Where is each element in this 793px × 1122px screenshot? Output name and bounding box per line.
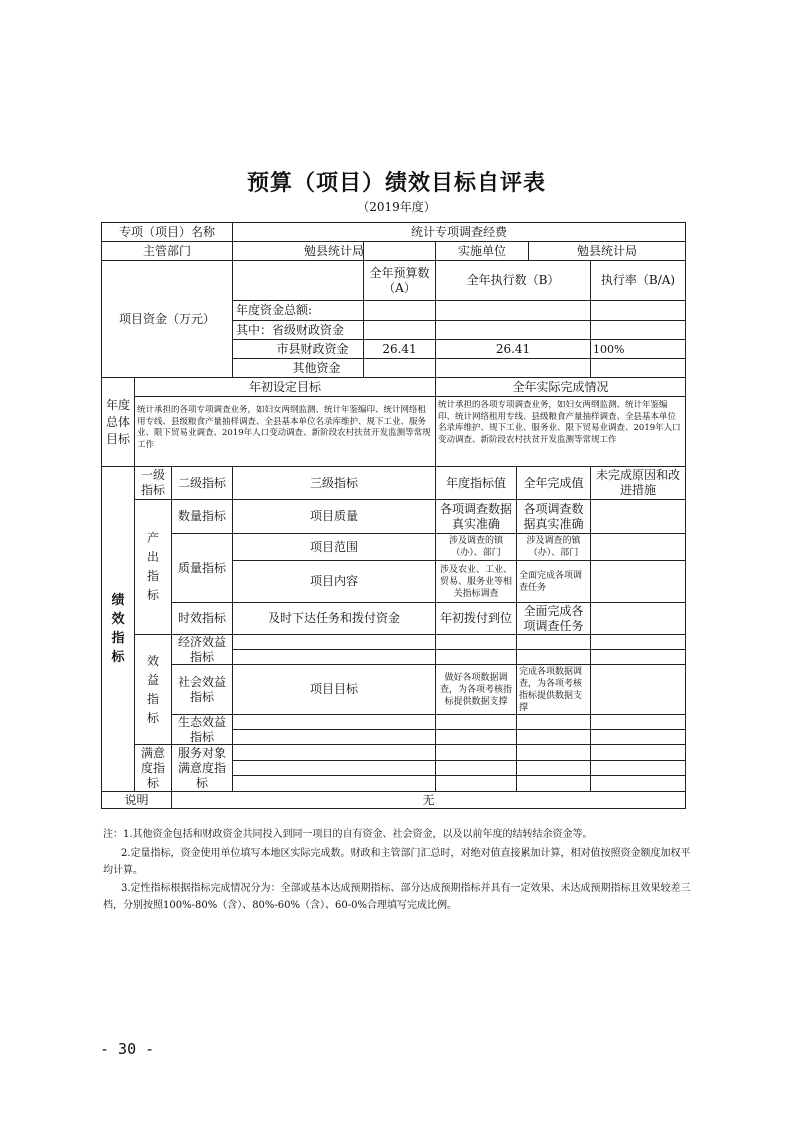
quality-indicator: 质量指标 — [177, 560, 226, 575]
r1-target: 各项调查数据真实准确 — [439, 501, 512, 531]
page-title: 预算（项目）绩效目标自评表 — [246, 171, 546, 196]
remark-label: 说明 — [124, 792, 149, 807]
city-budget: 26.41 — [382, 341, 417, 356]
goals-label: 年度总体目标 — [105, 397, 130, 446]
r2-actual: 涉及调查的镇（办）、部门 — [526, 536, 581, 558]
note-1: 注：1.其他资金包括和财政资金共同投入到同一项目的自有资金、社会资金，以及以前年度的结转结余资金等。 — [103, 829, 593, 840]
r3-level3: 项目内容 — [309, 574, 358, 588]
impl-value: 勉县统计局 — [576, 243, 637, 258]
impl-label: 实施单位 — [457, 243, 506, 258]
r4-actual: 全面完成各项调查任务 — [523, 603, 584, 633]
header-level1: 一级指标 — [141, 468, 166, 497]
r1-level3: 项目质量 — [309, 509, 358, 523]
social-level3: 项目目标 — [309, 682, 358, 696]
goals-initial-header: 年初设定目标 — [248, 379, 321, 394]
social-indicator: 社会效益指标 — [177, 674, 226, 704]
header-level2: 二级指标 — [177, 475, 226, 490]
effect-indicator-label: 效益指标 — [146, 653, 159, 725]
r1-actual: 各项调查数据真实准确 — [523, 501, 584, 531]
r3-target: 涉及农业、工业、贸易、服务业等相关指标调查 — [439, 564, 512, 599]
col-rate: 执行率（B/A) — [600, 273, 676, 287]
r4-level3: 及时下达任务和拨付资金 — [267, 611, 400, 625]
remark-value: 无 — [422, 792, 435, 807]
social-actual: 完成各项数据调查，为各项考核指标提供数据支撑 — [519, 666, 583, 713]
project-name-value: 统计专项调查经费 — [410, 224, 507, 239]
row-city-funds: 市县财政资金 — [276, 341, 349, 356]
col-budget: 全年预算数（A） — [369, 265, 430, 295]
col-exec: 全年执行数（B） — [466, 273, 560, 287]
fiscal-year: （2019年度） — [357, 200, 436, 214]
row-other-funds: 其他资金 — [292, 360, 341, 375]
quantity-indicator: 数量指标 — [177, 509, 226, 523]
header-reason: 未完成原因和改进措施 — [595, 468, 680, 497]
r2-target: 涉及调查的镇（办）、部门 — [448, 536, 503, 558]
note-2: 2.定量指标，资金使用单位填写本地区实际完成数。财政和主管部门汇总时，对绝对值直接累加计算，相对值按照资金额度加权平均计算。 — [103, 848, 691, 876]
r4-target: 年初拨付到位 — [439, 611, 512, 625]
r2-level3: 项目范围 — [309, 539, 358, 554]
header-level3: 三级指标 — [309, 475, 358, 490]
ecological-indicator: 生态效益指标 — [177, 715, 226, 744]
indicators-label: 绩效指标 — [111, 593, 125, 665]
goals-actual-text: 统计承担的各项专项调查业务，如妇女两纲监测、统计年鉴编印、统计网络租用专线、县级粮食产量抽样调查、全县基本单位名录库维护、规下工业、服务业、限下贸易业调查、2019年人口变动调查、新阶段农村扶贫开发监测等常规工作 — [438, 400, 681, 445]
city-exec: 26.41 — [495, 341, 531, 356]
header-target: 年度指标值 — [445, 475, 506, 490]
project-name-label: 专项（项目）名称 — [118, 224, 215, 239]
r3-actual: 全面完成各项调查任务 — [519, 570, 583, 593]
economic-indicator: 经济效益指标 — [177, 635, 226, 664]
goals-initial-text: 统计承担的各项专项调查业务，如妇女两纲监测、统计年鉴编印、统计网络租用专线、县级粮食产量抽样调查、全县基本单位名录库维护、规下工业、服务业、限下贸易业调查、2019年人口变动调查、新阶段农村扶贫开发监测等常规工作 — [137, 405, 431, 450]
row-total-funds: 年度资金总额: — [236, 303, 313, 317]
satisfaction-indicator-label: 满意度指标 — [140, 745, 165, 790]
goals-actual-header: 全年实际完成情况 — [512, 379, 609, 394]
dept-value: 勉县统计局 — [303, 243, 364, 258]
timeliness-indicator: 时效指标 — [177, 611, 226, 625]
dept-label: 主管部门 — [142, 243, 191, 258]
city-rate: 100% — [593, 342, 625, 356]
output-indicator-label: 产出指标 — [146, 531, 159, 602]
header-actual: 全年完成值 — [523, 475, 584, 490]
service-satisfaction-indicator: 服务对象满意度指标 — [177, 745, 226, 790]
page-number: - 30 - — [100, 1040, 155, 1058]
row-provincial-funds: 其中：省级财政资金 — [236, 322, 345, 337]
social-target: 做好各项数据调查，为各项考核指标提供数据支撑 — [440, 672, 513, 707]
note-3: 3.定性指标根据指标完成情况分为：全部或基本达成预期指标、部分达成预期指标并具有一定效果、未达成预期指标且效果较差三档，分别按照100%-80%（含）、80%-60%（含）、60-0%合理填写完成比例。 — [103, 883, 691, 911]
funds-label: 项目资金（万元） — [118, 311, 215, 326]
